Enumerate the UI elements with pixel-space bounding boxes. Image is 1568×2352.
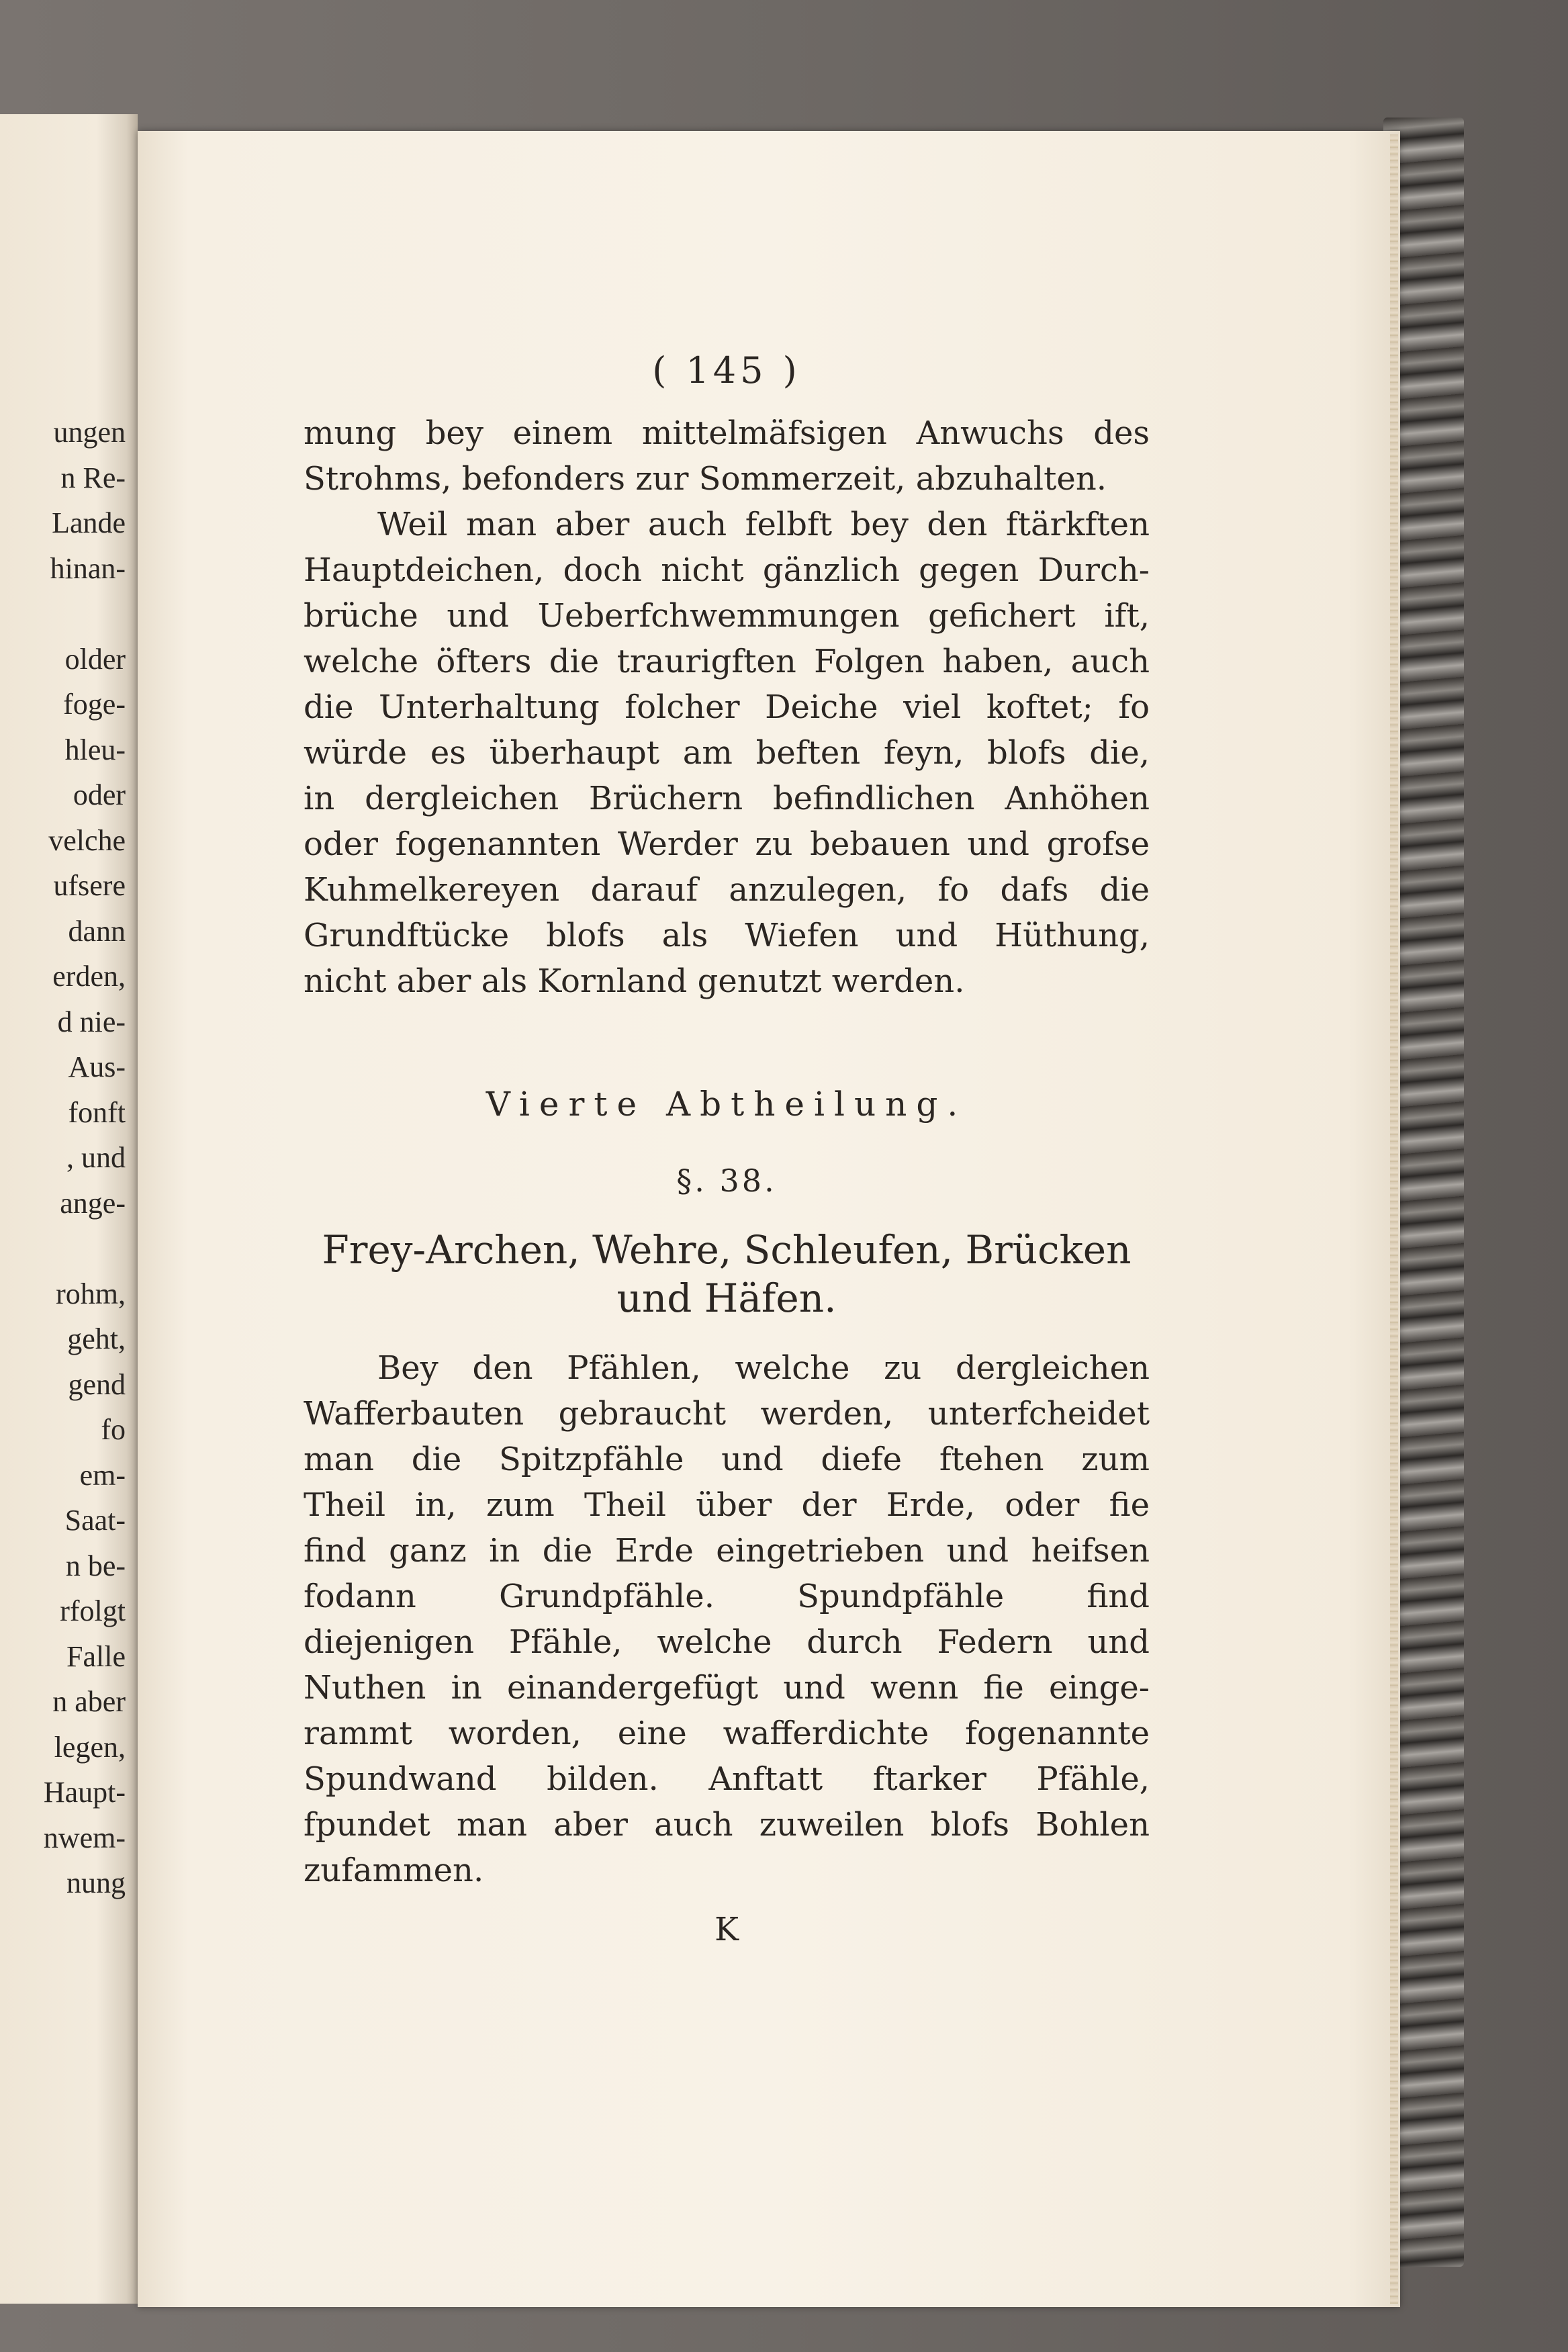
- text-line: Kuhmelkereyen darauf anzulegen, fo dafs die: [304, 871, 1150, 909]
- left-page-fragment: gend: [68, 1367, 126, 1401]
- left-page-fragment: [0, 1226, 126, 1271]
- text-line: Spundwand bilden. Anftatt ftarker Pfähle,: [304, 1760, 1150, 1798]
- left-page-fragment: n aber: [52, 1685, 126, 1718]
- left-page-fragment: dann: [68, 914, 126, 948]
- text-line: Strohms, befonders zur Sommerzeit, abzuhalten.: [304, 460, 1107, 498]
- text-line: welche öfters die traurigften Folgen haben, auch: [304, 643, 1150, 680]
- left-page-fragment: Falle: [66, 1639, 126, 1673]
- text-line: Weil man aber auch felbft bey den ftärkften: [377, 506, 1150, 543]
- text-line: fpundet man aber auch zuweilen blofs Bohlen: [304, 1806, 1150, 1844]
- section-title: Frey-Archen, Wehre, Schleufen, Brücken: [322, 1227, 1132, 1273]
- left-page-fragment: , und: [66, 1141, 126, 1174]
- text-line: zufammen.: [304, 1852, 484, 1889]
- text-line: fodann Grundpfähle. Spundpfähle find: [304, 1578, 1150, 1615]
- left-page-fragment: Aus-: [68, 1050, 126, 1083]
- left-page-fragment: foge-: [63, 688, 126, 721]
- left-page-fragment: n be-: [65, 1549, 126, 1582]
- left-page-text-fragments: [0, 410, 126, 1906]
- left-page-fragment: nung: [66, 1866, 126, 1899]
- left-page-fragment: n Re-: [60, 461, 126, 494]
- left-page-fragment: older: [64, 642, 126, 676]
- left-page-fragment: ungen: [53, 416, 126, 449]
- text-line: diejenigen Pfähle, welche durch Federn und: [304, 1623, 1150, 1661]
- left-page-fragment: hleu-: [64, 733, 126, 766]
- left-page-fragment: Lande: [52, 506, 126, 539]
- text-line: Nuthen in einandergefügt und wenn fie einge-: [304, 1669, 1150, 1707]
- left-page-fragment: d nie-: [57, 1005, 126, 1038]
- left-page-fragment: hinan-: [50, 551, 126, 585]
- text-line: Bey den Pfählen, welche zu dergleichen: [377, 1349, 1150, 1387]
- text-line: Theil in, zum Theil über der Erde, oder fie: [304, 1486, 1150, 1524]
- left-page-fragment: velche: [48, 823, 126, 857]
- page-edge: [1390, 134, 1398, 2304]
- left-page-fragment: fonft: [68, 1095, 126, 1129]
- text-line: oder fogenannten Werder zu bebauen und grofse: [304, 825, 1150, 863]
- text-line: würde es überhaupt am beften feyn, blofs die,: [304, 734, 1150, 772]
- left-page-fragment: Saat-: [64, 1504, 126, 1537]
- left-page-fragment: [0, 591, 126, 637]
- paragraph-3: [304, 1345, 1150, 1893]
- left-page-fragment: fo: [101, 1413, 126, 1446]
- page-number: ( 145 ): [652, 349, 801, 392]
- left-page-fragment: geht,: [67, 1322, 126, 1355]
- signature-mark: K: [714, 1911, 739, 1948]
- paragraph-2: [304, 502, 1150, 1004]
- left-page-fragment: rohm,: [56, 1277, 126, 1310]
- left-page-fragment: legen,: [54, 1730, 126, 1764]
- left-page-fragment: ange-: [60, 1186, 126, 1220]
- left-page: [0, 114, 138, 2304]
- text-line: Wafferbauten gebraucht werden, unterfcheidet: [304, 1395, 1150, 1433]
- text-line: man die Spitzpfähle und diefe ftehen zum: [304, 1441, 1150, 1478]
- text-line: brüche und Ueberfchwemmungen gefichert ift,: [304, 597, 1150, 635]
- text-line: Hauptdeichen, doch nicht gänzlich gegen Durch-: [304, 551, 1150, 589]
- paragraph-1: [304, 410, 1150, 502]
- text-line: find ganz in die Erde eingetrieben und heifsen: [304, 1532, 1150, 1570]
- text-line: rammt worden, eine wafferdichte fogenannte: [304, 1715, 1150, 1752]
- left-page-fragment: oder: [73, 778, 126, 811]
- left-page-fragment: rfolgt: [60, 1594, 126, 1627]
- division-heading: Vierte Abtheilung.: [486, 1085, 968, 1124]
- left-page-fragment: ufsere: [53, 869, 126, 902]
- text-line: mung bey einem mittelmäfsigen Anwuchs des: [304, 414, 1150, 452]
- text-line: in dergleichen Brüchern befindlichen Anhöhen: [304, 780, 1150, 817]
- left-page-fragment: Haupt-: [43, 1776, 126, 1809]
- left-page-fragment: nwem-: [43, 1821, 126, 1854]
- text-line: die Unterhaltung folcher Deiche viel koftet; fo: [304, 688, 1150, 726]
- left-page-fragment: em-: [79, 1458, 126, 1492]
- text-line: Grundftücke blofs als Wiefen und Hüthung,: [304, 917, 1150, 954]
- text-line: nicht aber als Kornland genutzt werden.: [304, 962, 965, 1000]
- section-title: und Häfen.: [616, 1275, 837, 1321]
- section-mark: §. 38.: [676, 1163, 777, 1199]
- left-page-fragment: erden,: [52, 960, 126, 993]
- page-text: [304, 349, 1150, 1948]
